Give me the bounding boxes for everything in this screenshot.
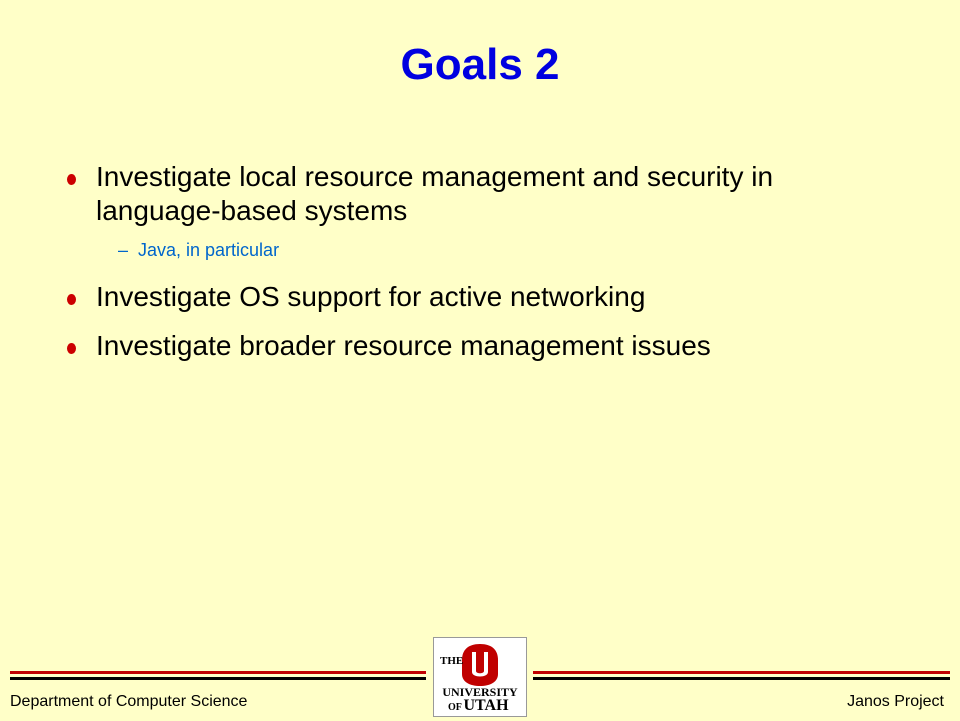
bullet-text: Investigate broader resource management issues <box>96 330 711 361</box>
university-of-utah-logo-icon <box>434 638 526 716</box>
bullet-text: Investigate local resource management and security in language-based systems <box>96 161 774 226</box>
bullet-text: Investigate OS support for active networking <box>96 281 646 312</box>
bullet-item <box>67 280 897 314</box>
sub-bullet-text: Java, in particular <box>138 240 280 260</box>
bullet-dot-icon <box>67 174 76 185</box>
footer-department: Department of Computer Science <box>10 693 248 710</box>
bullet-list <box>67 160 897 363</box>
footer-rule-left <box>10 671 426 680</box>
slide-title: Goals 2 <box>400 40 560 89</box>
bullet-dot-icon <box>67 294 76 305</box>
svg-text:THE: THE <box>440 655 464 667</box>
svg-text:OF: OF <box>448 702 462 713</box>
svg-text:UTAH: UTAH <box>463 697 509 714</box>
university-logo <box>433 637 527 717</box>
dash-icon: – <box>118 240 129 260</box>
svg-text:UNIVERSITY: UNIVERSITY <box>442 685 518 699</box>
footer-rule-right <box>533 671 950 680</box>
sub-bullet-item <box>67 238 897 262</box>
bullet-dot-icon <box>67 343 76 354</box>
footer-project: Janos Project <box>847 693 944 710</box>
bullet-item <box>67 160 897 228</box>
bullet-item <box>67 329 897 363</box>
